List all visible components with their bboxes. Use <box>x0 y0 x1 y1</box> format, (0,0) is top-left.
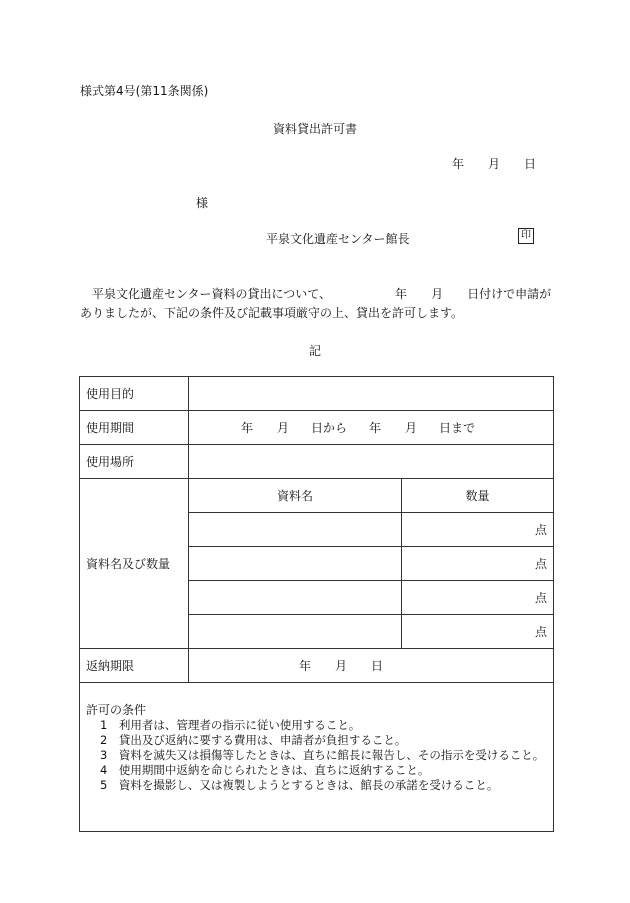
quantity-field[interactable]: 点 <box>402 547 554 581</box>
quantity-field[interactable]: 点 <box>402 581 554 615</box>
issue-date-year: 年 <box>452 157 465 171</box>
condition-item: 4 使用期間中返納を命じられたときは、直ちに返納すること。 <box>100 763 430 777</box>
material-name-field[interactable] <box>189 547 402 581</box>
body-part2: 日付けで申請がありましたが、下記の条件及び記載事項厳守の上、貸出を許可します。 <box>80 287 552 320</box>
quantity-field[interactable]: 点 <box>402 513 554 547</box>
issuer-name: 平泉文化遺産センター館長 <box>266 232 410 246</box>
conditions-row <box>80 683 554 832</box>
body-year: 年 <box>395 287 408 301</box>
return-label: 返納期限 <box>80 649 189 683</box>
ki-heading: 記 <box>308 344 321 358</box>
issue-date-day: 日 <box>524 157 537 171</box>
place-label: 使用場所 <box>80 445 189 479</box>
purpose-row <box>80 377 554 411</box>
return-year: 年 <box>299 659 312 673</box>
period-until: 日まで <box>439 421 476 435</box>
material-name-header: 資料名 <box>189 479 402 513</box>
period-field[interactable] <box>189 411 554 445</box>
quantity-field[interactable]: 点 <box>402 615 554 649</box>
materials-header-row <box>80 479 554 513</box>
issue-date-month: 月 <box>488 157 501 171</box>
condition-item: 2 貸出及び返納に要する費用は、申請者が負担すること。 <box>100 733 407 747</box>
body-month: 月 <box>431 287 444 301</box>
period-label: 使用期間 <box>80 411 189 445</box>
form-number: 様式第4号(第11条関係) <box>80 84 209 98</box>
place-row <box>80 445 554 479</box>
document-title: 資料貸出許可書 <box>272 122 357 136</box>
recipient-suffix: 様 <box>196 196 209 210</box>
period-from: 日から <box>311 421 348 435</box>
return-row <box>80 649 554 683</box>
body-paragraph <box>80 285 560 323</box>
purpose-label: 使用目的 <box>80 377 189 411</box>
seal-mark: 印 <box>518 228 534 244</box>
materials-label: 資料名及び数量 <box>80 479 189 649</box>
period-month1: 月 <box>277 421 290 435</box>
condition-item: 3 資料を滅失又は損傷等したときは、直ちに館長に報告し、その指示を受けること。 <box>100 748 545 762</box>
return-date-field[interactable] <box>189 649 554 683</box>
quantity-header: 数量 <box>402 479 554 513</box>
material-name-field[interactable] <box>189 615 402 649</box>
period-year1: 年 <box>241 421 254 435</box>
conditions-title: 許可の条件 <box>86 703 147 717</box>
body-part1: 平泉文化遺産センター資料の貸出について、 <box>92 287 332 301</box>
period-row <box>80 411 554 445</box>
return-month: 月 <box>335 659 348 673</box>
return-day: 日 <box>371 659 384 673</box>
condition-item: 5 資料を撮影し、又は複製しようとするときは、館長の承諾を受けること。 <box>100 778 499 792</box>
period-month2: 月 <box>405 421 418 435</box>
condition-item: 1 利用者は、管理者の指示に従い使用すること。 <box>100 718 361 732</box>
conditions-cell <box>80 683 554 832</box>
issue-date <box>452 155 536 172</box>
material-name-field[interactable] <box>189 513 402 547</box>
period-year2: 年 <box>369 421 382 435</box>
place-field[interactable] <box>189 445 554 479</box>
permit-table <box>79 376 554 832</box>
material-name-field[interactable] <box>189 581 402 615</box>
purpose-field[interactable] <box>189 377 554 411</box>
